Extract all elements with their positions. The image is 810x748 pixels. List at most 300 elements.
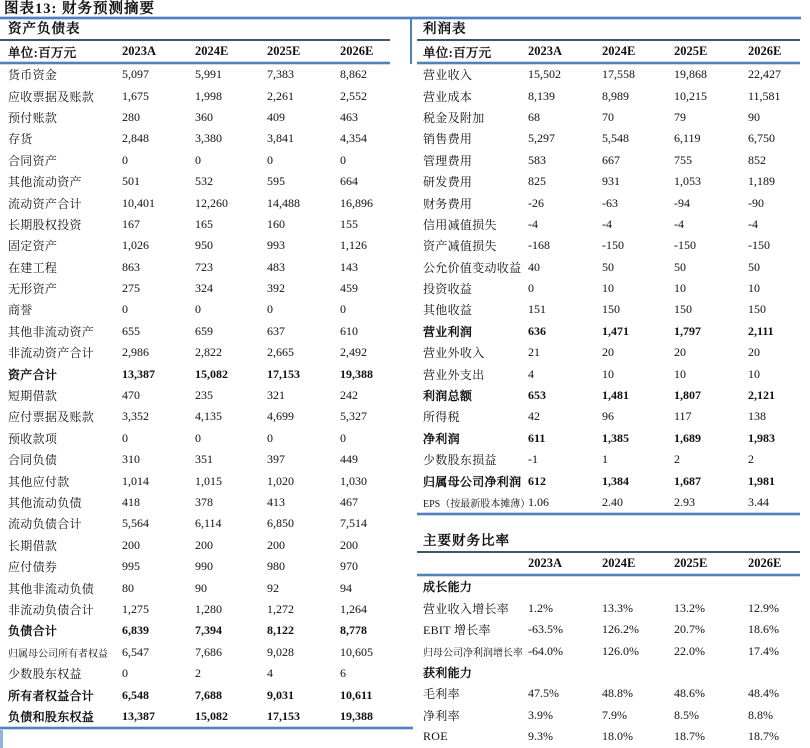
table-row (0, 321, 390, 342)
unit-label: 单位:百万元 (8, 45, 77, 60)
table-row (417, 192, 800, 213)
cell-value: 13.3% (602, 600, 633, 615)
cell-value: 2.93 (674, 495, 695, 509)
cell-value: 664 (340, 174, 358, 189)
row-label: 在建工程 (8, 260, 58, 275)
cell-value: 7.9% (602, 707, 627, 722)
cell-value: 0 (122, 152, 128, 167)
cell-value: 10 (602, 281, 614, 296)
cell-value: 1,275 (122, 601, 149, 616)
cell-value: 68 (528, 109, 540, 124)
cell-value: 90 (195, 580, 207, 595)
cell-value: -4 (602, 216, 612, 231)
cell-value: 13.2% (674, 600, 705, 615)
cell-value: 2 (748, 452, 754, 467)
cell-value: -63.5% (528, 622, 563, 637)
cell-value: 126.2% (602, 622, 639, 637)
cell-value: 14,488 (267, 195, 300, 210)
cell-value: 165 (195, 216, 213, 231)
cell-value: 15,082 (195, 366, 228, 381)
cell-value: 12.9% (748, 600, 779, 615)
cell-value: 10 (602, 366, 614, 381)
cell-value: 11,581 (748, 88, 781, 103)
balance-sheet-panel (0, 19, 390, 729)
cell-value: 1,189 (748, 174, 775, 189)
row-label: 所有者权益合计 (8, 688, 95, 703)
cell-value: 459 (340, 281, 358, 296)
cell-value: 90 (748, 109, 760, 124)
cell-value: 470 (122, 388, 140, 403)
cell-value: 275 (122, 281, 140, 296)
cell-value: 4,135 (195, 409, 222, 424)
cell-value: 9.3% (528, 729, 553, 744)
table-row (417, 576, 800, 597)
cell-value: 8,139 (528, 88, 555, 103)
cell-value: 21 (528, 345, 540, 360)
cell-value: 50 (602, 259, 614, 274)
row-label: 资产减值损失 (423, 239, 497, 254)
table-row (0, 342, 390, 363)
balance-sheet-header-row (0, 41, 390, 62)
table-row (417, 683, 800, 704)
table-row (0, 642, 390, 663)
figure-title: 图表13: 财务预测摘要 (4, 1, 155, 17)
cell-value: 6,548 (122, 687, 149, 702)
cell-value: -4 (528, 216, 538, 231)
column-header-2025e: 2025E (674, 556, 708, 571)
cell-value: 378 (195, 495, 213, 509)
cell-value: 8,989 (602, 88, 629, 103)
cell-value: 852 (748, 152, 766, 167)
table-bottom-line (0, 727, 413, 729)
table-row (417, 598, 800, 619)
row-label: 所得税 (423, 410, 460, 425)
table-row (0, 470, 390, 491)
income-statement-rows (417, 64, 800, 513)
cell-value: 0 (195, 152, 201, 167)
cell-value: 143 (340, 259, 358, 274)
cell-value: 6,750 (748, 131, 775, 146)
cell-value: 863 (122, 259, 140, 274)
cell-value: 150 (748, 302, 766, 317)
table-row (417, 640, 800, 661)
table-row (0, 385, 390, 406)
cell-value: 280 (122, 109, 140, 124)
cell-value: 17,153 (267, 366, 300, 381)
row-label: 负债合计 (8, 624, 58, 639)
cell-value: 5,297 (528, 131, 555, 146)
row-label: 预付账款 (8, 110, 58, 125)
row-label: 净利率 (423, 708, 460, 723)
cell-value: 995 (122, 559, 140, 574)
cell-value: 1,126 (340, 238, 367, 253)
table-row (0, 428, 390, 449)
cell-value: 10 (674, 281, 686, 296)
cell-value: 10,611 (340, 687, 373, 702)
cell-value: 825 (528, 174, 546, 189)
row-label: 非流动负债合计 (8, 602, 95, 617)
row-label: 归属母公司净利润 (423, 474, 522, 489)
row-label: 营业外收入 (423, 346, 485, 361)
cell-value: -150 (748, 238, 770, 253)
row-label: EPS（按最新股本摊薄） (423, 499, 531, 510)
table-row (0, 171, 390, 192)
cell-value: 3,380 (195, 131, 222, 146)
cell-value: 150 (602, 302, 620, 317)
cell-value: 1,020 (267, 473, 294, 488)
table-row (0, 513, 390, 534)
cell-value: 8.8% (748, 707, 773, 722)
table-row (0, 406, 390, 427)
row-label: 营业收入增长率 (423, 601, 510, 616)
row-label: 其他流动资产 (8, 175, 82, 190)
cell-value: 7,686 (195, 644, 222, 659)
cell-value: -64.0% (528, 643, 563, 658)
cell-value: 8,862 (340, 67, 367, 82)
cell-value: 467 (340, 495, 358, 509)
cell-value: 2,111 (748, 323, 774, 338)
row-label: 投资收益 (423, 282, 473, 297)
cell-value: 10 (748, 281, 760, 296)
table-row (417, 64, 800, 85)
cell-value: 80 (122, 580, 134, 595)
table-row (417, 705, 800, 726)
table-row (0, 299, 390, 320)
cell-value: 12,260 (195, 195, 228, 210)
table-row (417, 171, 800, 192)
row-label: 短期借款 (8, 389, 58, 404)
row-label: 非流动资产合计 (8, 346, 95, 361)
table-row (0, 150, 390, 171)
cell-value: 310 (122, 452, 140, 467)
cell-value: 653 (528, 388, 546, 403)
table-row (0, 107, 390, 128)
row-label: 归属母公司所有者权益 (8, 648, 108, 660)
cell-value: 22,427 (748, 67, 781, 82)
right-panel (417, 19, 800, 747)
table-row (417, 278, 800, 299)
cell-value: 610 (340, 323, 358, 338)
row-label: 预收款项 (8, 431, 58, 446)
column-header-2023a: 2023A (528, 44, 563, 58)
cell-value: 1,384 (602, 473, 629, 488)
table-row (417, 342, 800, 363)
ratios-header-row (417, 553, 800, 574)
cell-value: 0 (528, 281, 534, 296)
cell-value: 993 (267, 238, 285, 253)
cell-value: 0 (122, 430, 128, 445)
cell-value: 3,352 (122, 409, 149, 424)
cell-value: 0 (122, 302, 128, 317)
cell-value: -94 (674, 195, 690, 210)
cell-value: 321 (267, 388, 285, 403)
cell-value: 2,121 (748, 388, 775, 403)
cell-value: 9,031 (267, 687, 294, 702)
cell-value: 5,548 (602, 131, 629, 146)
column-header-2024e: 2024E (602, 44, 636, 58)
cell-value: 755 (674, 152, 692, 167)
row-label: 其他非流动资产 (8, 324, 95, 339)
cell-value: 1,280 (195, 601, 222, 616)
row-label: 合同负债 (8, 453, 58, 468)
cell-value: 17.4% (748, 643, 779, 658)
cell-value: 4,354 (340, 131, 367, 146)
cell-value: 2 (195, 666, 201, 681)
cell-value: 150 (674, 302, 692, 317)
cell-value: 6,114 (195, 516, 222, 531)
cell-value: 6,547 (122, 644, 149, 659)
row-label: 公允价值变动收益 (423, 260, 522, 275)
table-row (417, 299, 800, 320)
cell-value: -1 (528, 452, 538, 467)
cell-value: -63 (602, 195, 618, 210)
column-header-2023a: 2023A (528, 556, 563, 571)
row-label: 成长能力 (423, 580, 473, 595)
row-label: 销售费用 (423, 132, 473, 147)
cell-value: -90 (748, 195, 764, 210)
cell-value: 980 (267, 559, 285, 574)
cell-value: 1 (602, 452, 608, 467)
cell-value: 483 (267, 259, 285, 274)
cell-value: 1,687 (674, 473, 701, 488)
cell-value: 1.2% (528, 600, 553, 615)
cell-value: 155 (340, 216, 358, 231)
row-label: 其他收益 (423, 303, 473, 318)
cell-value: -168 (528, 238, 550, 253)
cell-value: 637 (267, 323, 285, 338)
cell-value: 17,558 (602, 67, 635, 82)
cell-value: 351 (195, 452, 213, 467)
row-label: 流动资产合计 (8, 196, 82, 211)
cell-value: 79 (674, 109, 686, 124)
cell-value: 1,797 (674, 323, 701, 338)
row-label: 商誉 (8, 303, 33, 318)
cell-value: 18.7% (674, 729, 705, 744)
cell-value: 5,097 (122, 67, 149, 82)
row-label: 其他非流动负债 (8, 581, 95, 596)
cell-value: 612 (528, 473, 546, 488)
cell-value: 0 (267, 430, 273, 445)
balance-sheet-rows (0, 64, 390, 727)
income-statement-section (417, 19, 800, 515)
table-row (0, 620, 390, 641)
table-row (0, 663, 390, 684)
cell-value: 13,387 (122, 708, 155, 723)
cell-value: 15,502 (528, 67, 561, 82)
cell-value: 117 (674, 409, 692, 424)
row-label: 信用减值损失 (423, 217, 497, 232)
cell-value: 15,082 (195, 708, 228, 723)
table-row (417, 406, 800, 427)
cell-value: 0 (195, 302, 201, 317)
cell-value: 7,394 (195, 623, 222, 638)
cell-value: 18.0% (602, 729, 633, 744)
table-row (0, 278, 390, 299)
table-row (0, 556, 390, 577)
table-row (417, 449, 800, 470)
row-label: 营业成本 (423, 89, 473, 104)
column-header-2026e: 2026E (340, 44, 374, 58)
cell-value: 48.8% (602, 686, 633, 701)
row-label: 应付票据及账款 (8, 410, 95, 425)
cell-value: 0 (122, 666, 128, 681)
table-row (0, 535, 390, 556)
table-row (417, 470, 800, 491)
cell-value: 200 (267, 537, 285, 552)
cell-value: 9,028 (267, 644, 294, 659)
row-label: 合同资产 (8, 153, 58, 168)
cell-value: 2,261 (267, 88, 294, 103)
table-row (0, 235, 390, 256)
row-label: 营业外支出 (423, 367, 485, 382)
cell-value: 8,122 (267, 623, 294, 638)
cell-value: 10,401 (122, 195, 155, 210)
cell-value: 5,564 (122, 516, 149, 531)
cell-value: 17,153 (267, 708, 300, 723)
cell-value: 6,850 (267, 516, 294, 531)
cell-value: 324 (195, 281, 213, 296)
cell-value: 397 (267, 452, 285, 467)
cell-value: 20.7% (674, 622, 705, 637)
cell-value: 413 (267, 495, 285, 509)
cell-value: 1,481 (602, 388, 629, 403)
cell-value: 8,778 (340, 623, 367, 638)
cell-value: 3.9% (528, 707, 553, 722)
row-label: 其他应付款 (8, 474, 70, 489)
cell-value: 70 (602, 109, 614, 124)
table-row (417, 363, 800, 384)
cell-value: 200 (340, 537, 358, 552)
cell-value: 1,689 (674, 430, 701, 445)
cell-value: 1,014 (122, 473, 149, 488)
cell-value: 3.44 (748, 495, 769, 509)
cell-value: 1,675 (122, 88, 149, 103)
cell-value: 501 (122, 174, 140, 189)
column-header-2024e: 2024E (602, 556, 636, 571)
cell-value: 659 (195, 323, 213, 338)
table-row (417, 107, 800, 128)
table-row (0, 577, 390, 598)
table-row (417, 321, 800, 342)
cell-value: 1,471 (602, 323, 629, 338)
row-label: 其他流动负债 (8, 496, 82, 510)
cell-value: 1,981 (748, 473, 775, 488)
cell-value: 0 (267, 302, 273, 317)
cell-value: 48.4% (748, 686, 779, 701)
cell-value: 532 (195, 174, 213, 189)
cell-value: 200 (195, 537, 213, 552)
table-row (417, 85, 800, 106)
cell-value: 1,053 (674, 174, 701, 189)
cell-value: 4,699 (267, 409, 294, 424)
cell-value: 6 (340, 666, 346, 681)
row-label: 管理费用 (423, 153, 473, 168)
cell-value: 418 (122, 495, 140, 509)
cell-value: 13,387 (122, 366, 155, 381)
row-label: 负债和股东权益 (8, 709, 95, 724)
cell-value: 19,388 (340, 708, 373, 723)
cell-value: 138 (748, 409, 766, 424)
cell-value: 2,848 (122, 131, 149, 146)
cell-value: 50 (748, 259, 760, 274)
cell-value: 7,383 (267, 67, 294, 82)
row-label: 无形资产 (8, 282, 58, 297)
cell-value: 2,492 (340, 345, 367, 360)
cell-value: 583 (528, 152, 546, 167)
cell-value: 611 (528, 430, 546, 445)
cell-value: 242 (340, 388, 358, 403)
cell-value: 19,868 (674, 67, 707, 82)
income-statement-header-row (417, 41, 800, 62)
row-label: 少数股东损益 (423, 453, 497, 468)
row-label: 净利润 (423, 431, 460, 446)
cell-value: 235 (195, 388, 213, 403)
cell-value: 3,841 (267, 131, 294, 146)
row-label: 财务费用 (423, 196, 473, 211)
cell-value: 7,514 (340, 516, 367, 531)
row-label: 长期股权投资 (8, 217, 82, 232)
row-label: 归母公司净利润增长率 (423, 647, 523, 659)
ratios-rows (417, 576, 800, 747)
cell-value: 151 (528, 302, 546, 317)
cell-value: 636 (528, 323, 546, 338)
cell-value: 94 (340, 580, 352, 595)
cell-value: 20 (674, 345, 686, 360)
row-label: 获利能力 (423, 665, 473, 680)
row-label: 利润总额 (423, 389, 473, 404)
row-label: EBIT 增长率 (423, 623, 491, 638)
cell-value: 8.5% (674, 707, 699, 722)
cell-value: 20 (748, 345, 760, 360)
cell-value: -150 (674, 238, 696, 253)
cell-value: 10 (674, 366, 686, 381)
table-row (417, 726, 800, 747)
column-header-2023a: 2023A (122, 44, 157, 58)
cell-value: 1,272 (267, 601, 294, 616)
cell-value: 10 (748, 366, 760, 381)
cell-value: -26 (528, 195, 544, 210)
cell-value: 950 (195, 238, 213, 253)
column-header-2026e: 2026E (748, 44, 782, 58)
balance-sheet-title: 资产负债表 (8, 21, 81, 36)
cell-value: 990 (195, 559, 213, 574)
cell-value: 970 (340, 559, 358, 574)
column-header-2026e: 2026E (748, 556, 782, 571)
cell-value: 667 (602, 152, 620, 167)
table-row (0, 64, 390, 85)
cell-value: 10,605 (340, 644, 373, 659)
cell-value: 5,991 (195, 67, 222, 82)
table-row (417, 662, 800, 683)
cell-value: 2,822 (195, 345, 222, 360)
cell-value: 5,327 (340, 409, 367, 424)
cell-value: 92 (267, 580, 279, 595)
row-label: 毛利率 (423, 687, 460, 702)
cell-value: 200 (122, 537, 140, 552)
ratios-title: 主要财务比率 (423, 533, 510, 549)
table-row (0, 85, 390, 106)
row-label: 存货 (8, 132, 33, 147)
cell-value: 2,986 (122, 345, 149, 360)
row-label: 长期借款 (8, 538, 58, 553)
cell-value: 160 (267, 216, 285, 231)
cell-value: 360 (195, 109, 213, 124)
table-row (417, 150, 800, 171)
table-row (417, 385, 800, 406)
cell-value: -4 (674, 216, 684, 231)
cell-value: 167 (122, 216, 140, 231)
cell-value: 18.6% (748, 622, 779, 637)
